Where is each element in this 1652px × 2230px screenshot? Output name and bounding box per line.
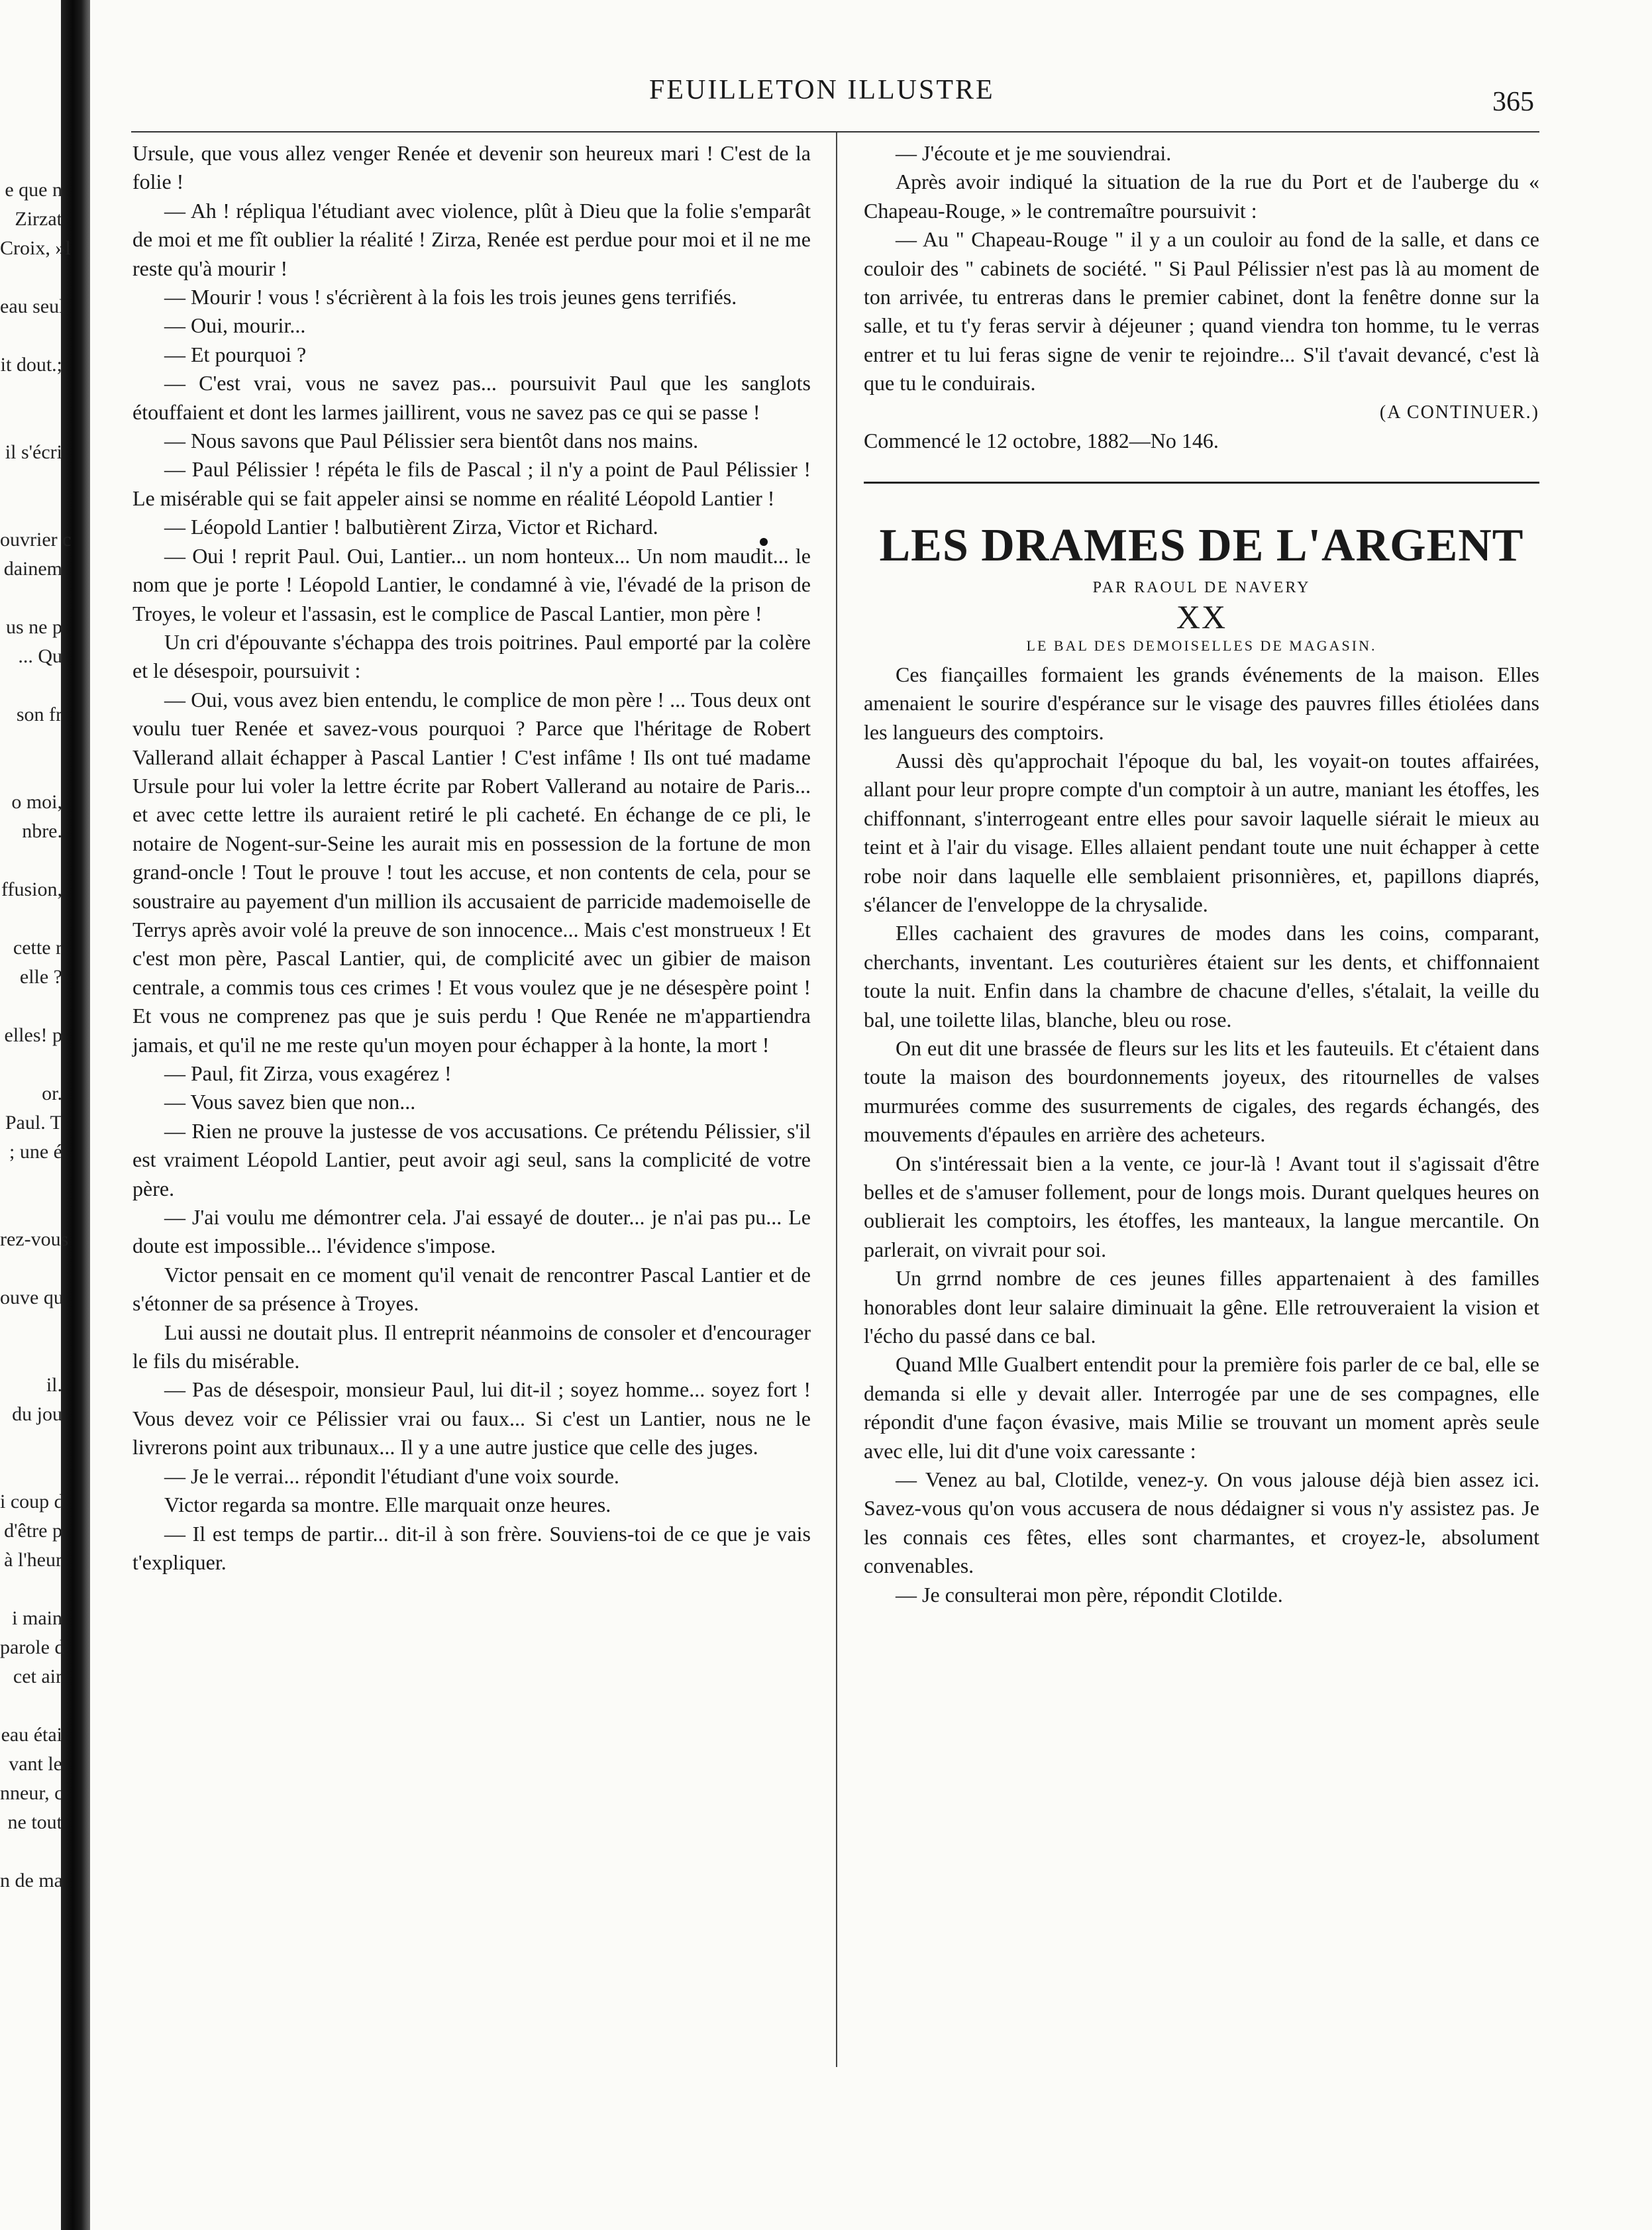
- margin-fragment: il.: [46, 1374, 62, 1396]
- margin-fragment: ffusion,: [1, 878, 62, 900]
- left-column-paragraph: Victor regarda sa montre. Elle marquait onze heures.: [164, 1493, 611, 1517]
- margin-fragment: [0, 992, 93, 1021]
- margin-fragment: [0, 1050, 93, 1079]
- margin-fragment: eau étai: [1, 1724, 62, 1746]
- running-header: FEUILLETON ILLUSTRE: [649, 75, 995, 105]
- left-column-paragraph: — Paul, fit Zirza, vous exagérez !: [164, 1061, 452, 1085]
- right-column: [864, 139, 1539, 1609]
- story-paragraph: Un grrnd nombre de ces jeunes filles appartenaient à des familles honorables dont leur salaire diminuait la gêne. Elle retrouveraient la vision et l'écho du passé dans ce bal.: [864, 1266, 1539, 1348]
- left-column-paragraph: — Oui ! reprit Paul. Oui, Lantier... un nom honteux... Un nom maudit... le nom que je porte ! Léopold Lantier, le condamné à vie, l'évadé de la prison de Troyes, le voleur et l'assasin, est le complice de Pascal Lantier, mon père !: [132, 543, 811, 625]
- margin-fragment: ; une é: [9, 1141, 62, 1163]
- margin-fragment: il s'écri: [5, 441, 62, 463]
- margin-fragment: [0, 584, 93, 613]
- margin-fragment: ouve qu: [0, 1287, 64, 1308]
- margin-fragment: [0, 1196, 93, 1225]
- section-rule: [864, 482, 1539, 484]
- margin-fragment: eau seul: [0, 295, 65, 317]
- margin-fragment: [0, 263, 93, 292]
- margin-fragment: [0, 1575, 93, 1604]
- margin-fragment: it dout.;: [0, 354, 62, 376]
- margin-fragment: [0, 729, 93, 759]
- margin-fragment: à l'heur: [4, 1549, 62, 1571]
- margin-fragment: [0, 1458, 93, 1487]
- previous-page-margin: [0, 176, 93, 1895]
- story-byline: PAR RAOUL DE NAVERY: [1092, 579, 1311, 597]
- left-column-paragraph: — C'est vrai, vous ne savez pas... poursuivit Paul que les sanglots étouffaient et dont les larmes jaillirent, vous ne savez pas ce qui se passe !: [132, 371, 811, 424]
- left-column-paragraph: — Ah ! répliqua l'étudiant avec violence, plût à Dieu que la folie s'emparât de moi et me fît oublier la réalité ! Zirza, Renée est perdue pour moi et il ne me reste qu'à mourir !: [132, 198, 811, 280]
- left-column-paragraph: — Léopold Lantier ! balbutièrent Zirza, Victor et Richard.: [164, 515, 658, 539]
- margin-fragment: rez-vous: [0, 1228, 69, 1250]
- left-column-paragraph: — Oui, mourir...: [164, 313, 306, 338]
- left-column-paragraph: — Rien ne prouve la justesse de vos accusations. Ce prétendu Pélissier, s'il est vraiment Léopold Lantier, peut avoir agi seul, sans la complicité de votre père.: [132, 1118, 811, 1200]
- margin-fragment: [0, 1342, 93, 1371]
- story-paragraph: Ces fiançailles formaient les grands événements de la maison. Elles amenaient le sourire d'espérance sur le visage des pauvres filles étiolées dans les langueurs des comptoirs.: [864, 662, 1539, 744]
- margin-fragment: [0, 1429, 93, 1458]
- story-paragraph: Quand Mlle Gualbert entendit pour la première fois parler de ce bal, elle se demanda si elle y devait aller. Interrogée par une de ses compagnes, elle répondit d'une façon évasive, mais Milie se trouvant un moment après seule avec elle, lui dit d'une voix caressante :: [864, 1352, 1539, 1463]
- left-column-paragraph: — Pas de désespoir, monsieur Paul, lui dit-il ; soyez homme... soyez fort ! Vous devez voir ce Pélissier vrai ou faux... Si c'est un Lantier, nous ne le livrerons point aux tribunaux... Il y a une autre justice que celle des juges.: [132, 1377, 811, 1460]
- left-column-paragraph: — Nous savons que Paul Pélissier sera bientôt dans nos mains.: [164, 429, 699, 453]
- margin-fragment: [0, 1837, 93, 1866]
- margin-fragment: ouvrier c: [0, 529, 72, 551]
- right-column-paragraph: — Au " Chapeau-Rouge " il y a un couloir au fond de la salle, et dans ce couloir des " cabinets de société. " Si Paul Pélissier n'est pas là au moment de ton arrivée, tu entreras dans le premier cabinet, dont la fenêtre donne sur la salle, et tu t'y feras servir à déjeuner ; quand viendra ton homme, tu le verras entrer et tu lui feras signe de venir te rejoindre... S'il t'avait devancé, c'est là que tu le conduirais.: [864, 227, 1539, 396]
- margin-fragment: ne tout: [7, 1811, 62, 1833]
- margin-fragment: [0, 496, 93, 525]
- margin-fragment: or.: [42, 1083, 62, 1104]
- left-column-paragraph: — Il est temps de partir... dit-il à son frère. Souviens-toi de ce que je vais t'expliquer.: [132, 1521, 811, 1574]
- margin-fragment: [0, 409, 93, 438]
- left-column-paragraph: — Je le verrai... répondit l'étudiant d'une voix sourde.: [164, 1463, 619, 1488]
- margin-fragment: nbre.: [22, 820, 62, 842]
- story-paragraph: — Venez au bal, Clotilde, venez-y. On vous jalouse déjà bien assez ici. Savez-vous qu'on vous accusera de nous dédaigner si vous n'y assistez pas. Je les connais ces fêtes, elles sont charmantes, et croyez-le, absolument convenables.: [864, 1467, 1539, 1578]
- margin-fragment: son fr: [16, 704, 62, 725]
- right-column-paragraph: Après avoir indiqué la situation de la rue du Port et de l'auberge du « Chapeau-Rouge, » le contremaître poursuivit :: [864, 170, 1539, 223]
- right-column-continuation: [864, 139, 1539, 398]
- chapter-number: XX: [1176, 598, 1227, 635]
- story-paragraph: — Je consulterai mon père, répondit Clotilde.: [896, 1582, 1283, 1607]
- margin-fragment: [0, 1254, 93, 1283]
- left-column: [132, 139, 811, 1577]
- commenced-note: Commencé le 12 octobre, 1882—No 146.: [864, 429, 1219, 453]
- margin-fragment: d'être p: [4, 1520, 62, 1542]
- chapter-title: LE BAL DES DEMOISELLES DE MAGASIN.: [1026, 637, 1377, 655]
- margin-fragment: du jou: [12, 1403, 62, 1425]
- to-be-continued: (A CONTINUER.): [1379, 401, 1539, 423]
- margin-fragment: [0, 759, 93, 788]
- margin-fragment: [0, 467, 93, 496]
- column-divider: [836, 133, 837, 2067]
- story-title: LES DRAMES DE L'ARGENT: [879, 520, 1524, 572]
- margin-fragment: i coup d: [0, 1491, 64, 1513]
- margin-fragment: [0, 904, 93, 933]
- margin-fragment: e que n: [5, 179, 62, 201]
- margin-fragment: Croix, »l: [0, 237, 71, 259]
- margin-fragment: o moi,: [11, 791, 62, 813]
- margin-fragment: [0, 380, 93, 409]
- margin-fragment: Zirzat: [15, 208, 62, 230]
- margin-fragment: dainem: [3, 558, 62, 580]
- page-number: 365: [1492, 87, 1534, 117]
- right-column-paragraph: — J'écoute et je me souviendrai.: [896, 141, 1172, 165]
- story-paragraph: On s'intéressait bien a la vente, ce jour-là ! Avant tout il s'agissait d'être belles et de s'amuser follement, pour de longs mois. Durant quelques heures on oublierait les comptoirs, les étoffes, les manteaux, la langue mercantile. On parlerait, on vivrait pour soi.: [864, 1151, 1539, 1261]
- margin-fragment: n de ma: [0, 1870, 63, 1891]
- margin-fragment: cet air: [13, 1666, 62, 1687]
- story-body: [864, 661, 1539, 1609]
- left-column-paragraph: — Paul Pélissier ! répéta le fils de Pascal ; il n'y a point de Paul Pélissier ! Le misérable qui se fait appeler ainsi se nomme en réalité Léopold Lantier !: [132, 457, 811, 510]
- margin-fragment: elle ?: [19, 966, 62, 988]
- margin-fragment: [0, 1312, 93, 1342]
- left-column-paragraph: Un cri d'épouvante s'échappa des trois poitrines. Paul emporté par la colère et le désespoir, poursuivit :: [132, 629, 811, 683]
- margin-fragment: vant le: [9, 1753, 62, 1775]
- header-rule: [131, 131, 1539, 133]
- story-paragraph: Aussi dès qu'approchait l'époque du bal, les voyait-on toutes affairées, allant pour leur propre compte d'un comptoir à un autre, maniant les étoffes, les chiffonnant, s'interrogeant entre elles pour savoir laquelle siérait le mieux au teint et à l'air du visage. Elles allaient pendant toute une nuit échapper à cette robe noir dans laquelle elle semblaient prisonnières, et, papillons diaprés, s'élancer de l'enveloppe de la chrysalide.: [864, 748, 1539, 916]
- left-column-paragraph: — Oui, vous avez bien entendu, le complice de mon père ! ... Tous deux ont voulu tuer Renée et savez-vous pourquoi ? Parce que l'héritage de Robert Vallerand allait échapper à Pascal Lantier ! C'est infâme ! Ils ont tué madame Ursule pour lui voler la lettre écrite par Robert Vallerand au notaire de Paris... et avec cette lettre ils auraient retiré le pli cacheté. En échange de ce pli, le notaire de Nogent-sur-Seine les aurait mis en possession de la fortune de mon grand-oncle ! Tout le prouve ! tout les accuse, et non contents de cela, pour se soustraire au payement d'un million ils accusaient de parricide mademoiselle de Terrys après avoir volé la preuve de son innocence... Mais c'est monstrueux ! Et c'est mon père, Pascal Lantier, qui, de complicité avec un gibier de maison centrale, a commis tous ces crimes ! Et vous voulez que je ne désespère point ! Et vous ne comprenez pas que je suis perdu ! Que Renée ne m'appartiendra jamais, et qu'il ne me reste qu'un moyen pour échapper à la honte, la mort !: [132, 687, 811, 1057]
- left-column-paragraph: — Vous savez bien que non...: [164, 1090, 416, 1114]
- left-column-paragraph: — Mourir ! vous ! s'écrièrent à la fois les trois jeunes gens terrifiés.: [164, 285, 737, 309]
- margin-fragment: [0, 1691, 93, 1721]
- margin-fragment: cette r: [13, 937, 62, 959]
- left-column-paragraph: Victor pensait en ce moment qu'il venait de rencontrer Pascal Lantier et de s'étonner de sa présence à Troyes.: [132, 1262, 811, 1316]
- left-column-paragraph: — Et pourquoi ?: [164, 342, 307, 366]
- margin-fragment: elles! p: [4, 1024, 62, 1046]
- left-column-paragraph: — J'ai voulu me démontrer cela. J'ai essayé de douter... je n'ai pas pu... Le doute est impossible... l'évidence s'impose.: [132, 1205, 811, 1258]
- left-column-paragraph: Lui aussi ne doutait plus. Il entreprit néanmoins de consoler et d'encourager le fils du misérable.: [132, 1320, 811, 1373]
- margin-fragment: ... Qu: [18, 645, 62, 667]
- margin-fragment: nneur, c: [0, 1782, 64, 1804]
- story-paragraph: On eut dit une brassée de fleurs sur les lits et les fauteuils. Et c'étaient dans toute la maison des bourdonnements joyeux, des ritournelles de valses murmurées comme des susurrements de cigales, des regards échangés, des mouvements d'épaules en arrière des acheteurs.: [864, 1035, 1539, 1147]
- margin-fragment: i main: [12, 1607, 62, 1629]
- margin-fragment: [0, 1167, 93, 1196]
- margin-fragment: [0, 321, 93, 350]
- left-column-paragraph: Ursule, que vous allez venger Renée et devenir son heureux mari ! C'est de la folie !: [132, 141, 811, 194]
- margin-fragment: [0, 671, 93, 700]
- margin-fragment: parole d: [0, 1636, 65, 1658]
- margin-fragment: Paul. T: [5, 1112, 62, 1134]
- margin-fragment: [0, 846, 93, 875]
- margin-fragment: us ne p: [6, 616, 62, 638]
- story-paragraph: Elles cachaient des gravures de modes dans les coins, comparant, cherchants, inventant. Les couturières étaient sur les dents, et chiffonnaient toute la nuit. Enfin dans la chambre de chacune d'elles, s'étalait, la veille du bal, une toilette lilas, blanche, bleu ou rose.: [864, 921, 1539, 1032]
